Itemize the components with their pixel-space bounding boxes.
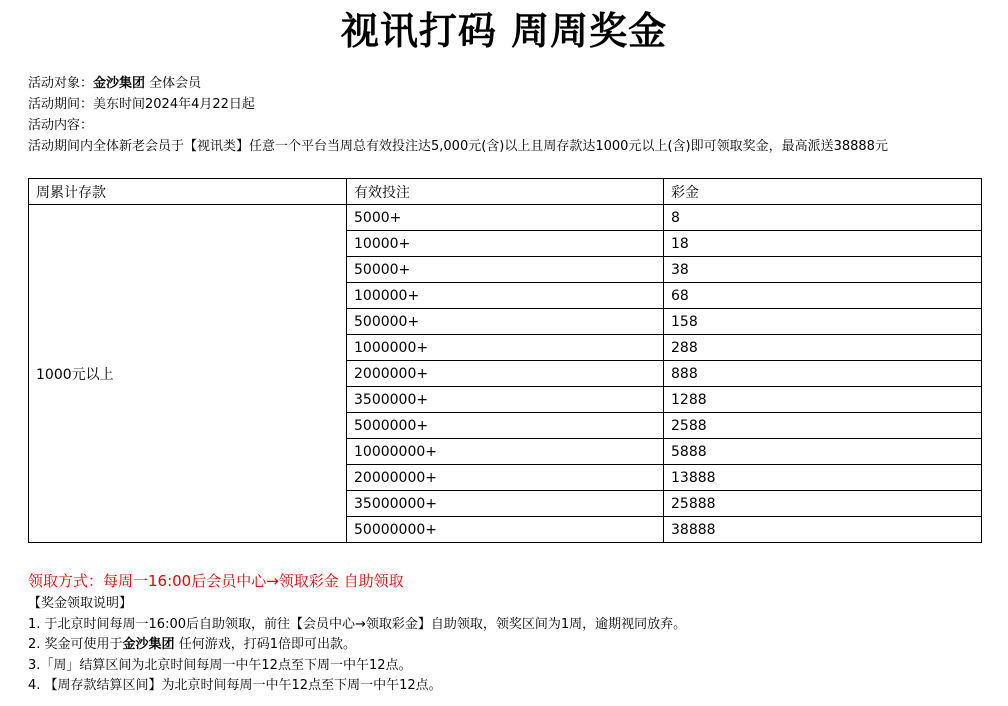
period-value: 美东时间2024年4月22日起 — [93, 97, 255, 112]
bet-cell: 100000+ — [347, 283, 664, 309]
bet-cell: 50000+ — [347, 257, 664, 283]
content-text: 活动期间内全体新老会员于【视讯类】任意一个平台当周总有效投注达5,000元(含)以上且周存款达1000元以上(含)即可领取奖金，最高派送38888元 — [28, 139, 888, 154]
bonus-cell: 13888 — [664, 465, 982, 491]
note-line-2 — [28, 635, 686, 656]
target-brand: 金沙集团 — [93, 76, 146, 91]
notes-heading: 【奖金领取说明】 — [28, 596, 133, 611]
bonus-cell: 158 — [664, 309, 982, 335]
page-title: 视讯打码 周周奖金 — [340, 9, 668, 53]
bonus-cell: 5888 — [664, 439, 982, 465]
claim-notes — [28, 594, 686, 697]
bet-cell: 50000000+ — [347, 517, 664, 543]
period-label: 活动期间： — [28, 97, 94, 112]
bonus-cell: 18 — [664, 231, 982, 257]
bonus-cell: 1288 — [664, 387, 982, 413]
bet-cell: 3500000+ — [347, 387, 664, 413]
bet-cell: 10000000+ — [347, 439, 664, 465]
note-line-2-post: 任何游戏，打码1倍即可出款。 — [174, 637, 356, 652]
note-line-2-pre: 2. 奖金可使用于 — [28, 637, 123, 652]
note-line-1: 1. 于北京时间每周一16:00后自助领取，前往【会员中心→领取彩金】自助领取，领奖区间为1周，逾期视同放弃。 — [28, 616, 687, 632]
activity-info — [28, 73, 888, 157]
bet-cell: 20000000+ — [347, 465, 664, 491]
note-line-4: 4. 【周存款结算区间】为北京时间每周一中午12点至下周一中午12点。 — [28, 678, 442, 693]
bet-cell: 5000+ — [347, 205, 664, 231]
bonus-table — [28, 178, 982, 543]
bonus-cell: 888 — [664, 361, 982, 387]
bonus-cell: 68 — [664, 283, 982, 309]
bet-cell: 2000000+ — [347, 361, 664, 387]
deposit-cell: 1000元以上 — [29, 205, 347, 543]
bet-cell: 1000000+ — [347, 335, 664, 361]
bet-cell: 500000+ — [347, 309, 664, 335]
activity-period — [28, 94, 888, 115]
bonus-cell: 38888 — [664, 517, 982, 543]
note-line-2-brand: 金沙集团 — [122, 637, 175, 652]
claim-method: 领取方式：每周一16:00后会员中心→领取彩金 自助领取 — [28, 572, 404, 590]
content-label: 活动内容： — [28, 118, 94, 133]
target-label: 活动对象： — [28, 76, 94, 91]
activity-target — [28, 73, 888, 94]
table-header-row — [29, 179, 982, 205]
bonus-cell: 38 — [664, 257, 982, 283]
note-line-3: 3.「周」结算区间为北京时间每周一中午12点至下周一中午12点。 — [28, 657, 412, 673]
target-rest: 全体会员 — [145, 76, 202, 91]
bet-cell: 35000000+ — [347, 491, 664, 517]
header-deposit: 周累计存款 — [29, 179, 347, 205]
header-bonus: 彩金 — [664, 179, 982, 205]
header-bet: 有效投注 — [347, 179, 664, 205]
bonus-cell: 288 — [664, 335, 982, 361]
bonus-cell: 25888 — [664, 491, 982, 517]
bonus-cell: 2588 — [664, 413, 982, 439]
bonus-cell: 8 — [664, 205, 982, 231]
bet-cell: 10000+ — [347, 231, 664, 257]
bet-cell: 5000000+ — [347, 413, 664, 439]
table-row — [29, 205, 982, 231]
